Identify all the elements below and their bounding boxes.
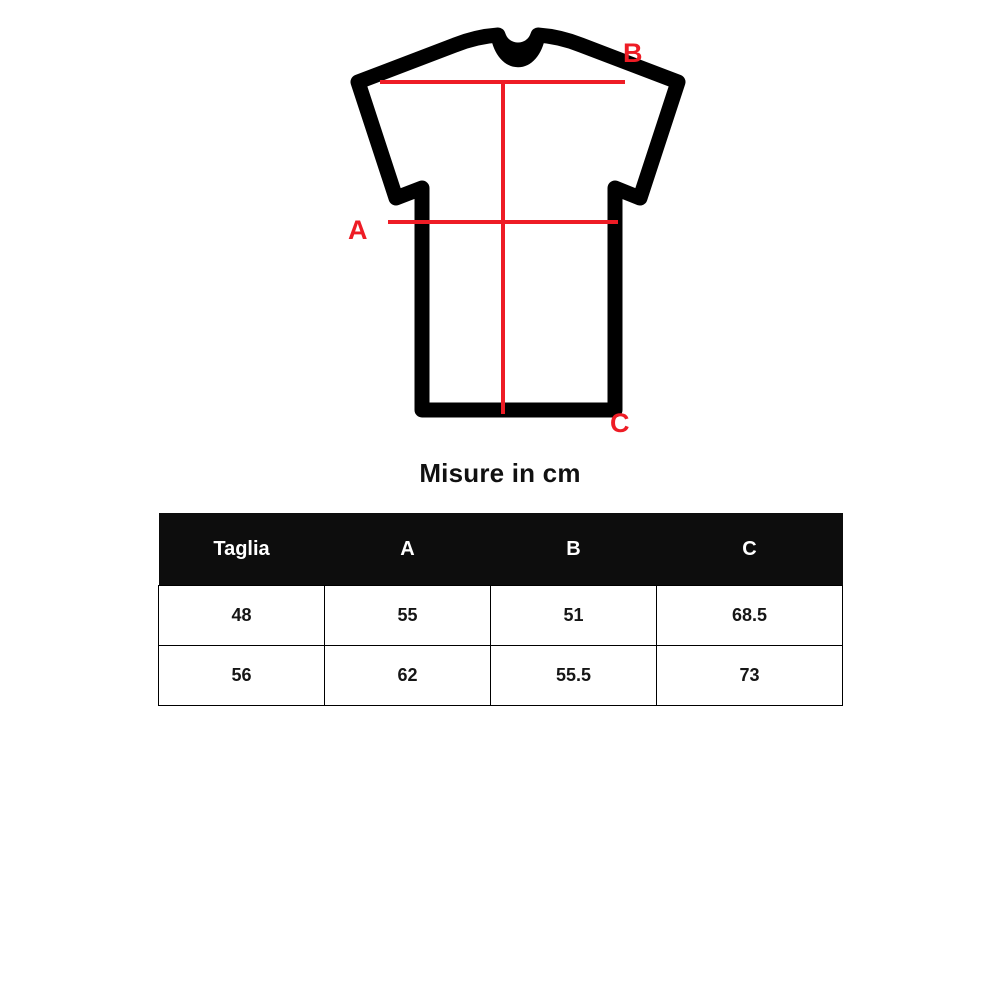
measure-label-c: C bbox=[610, 408, 630, 438]
tshirt-svg bbox=[270, 10, 730, 450]
cell-b: 55.5 bbox=[491, 646, 657, 706]
cell-c: 68.5 bbox=[657, 586, 843, 646]
column-header-c: C bbox=[657, 513, 843, 586]
cell-c: 73 bbox=[657, 646, 843, 706]
measurement-unit-caption: Misure in cm bbox=[419, 458, 581, 488]
cell-a: 62 bbox=[325, 646, 491, 706]
table-header-row bbox=[159, 513, 843, 586]
table-row bbox=[159, 646, 843, 706]
cell-size: 56 bbox=[159, 646, 325, 706]
cell-b: 51 bbox=[491, 586, 657, 646]
column-header-a: A bbox=[325, 513, 491, 586]
measure-label-a: A bbox=[348, 215, 368, 245]
column-header-size: Taglia bbox=[159, 513, 325, 586]
cell-size: 48 bbox=[159, 586, 325, 646]
column-header-b: B bbox=[491, 513, 657, 586]
measure-label-b: B bbox=[623, 38, 643, 68]
cell-a: 55 bbox=[325, 586, 491, 646]
table-row bbox=[159, 586, 843, 646]
size-table bbox=[158, 513, 843, 706]
tshirt-measurement-diagram bbox=[270, 10, 730, 450]
